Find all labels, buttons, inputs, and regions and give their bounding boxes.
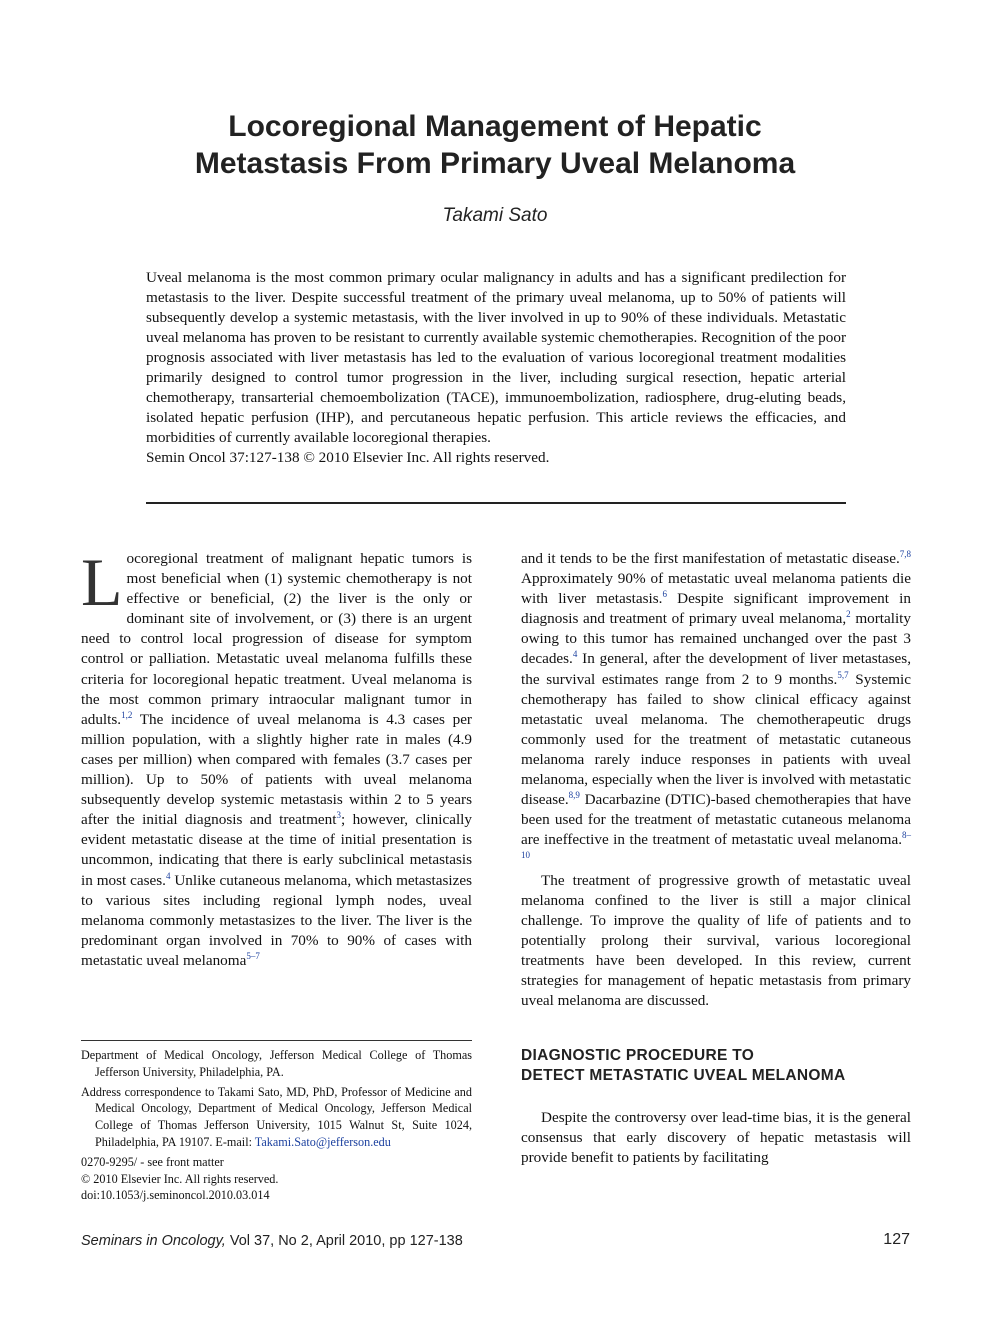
text-segment: and it tends to be the first manifestation of metastatic disease. [521,550,900,567]
reference-link[interactable]: 5,7 [837,669,849,680]
journal-name: Seminars in Oncology, [81,1233,226,1249]
intro-paragraph [81,544,472,971]
reference-link[interactable]: 7,8 [899,548,911,559]
text-segment: The incidence of uveal melanoma is 4.3 cases per million population, with a slightly higher rate in males (4.9 cases per million) when compared with females (3.7 cases per million). Up to 50% of patients with uveal melanoma subsequently develop systemic metastasis within 2 to 5 years after the initial diagnosis and treatment [81,710,472,829]
reference-link[interactable]: 8–10 [521,830,911,861]
article-title [0,108,990,182]
text-segment: Unlike cutaneous melanoma, which metastasizes to various sites including regional lymph nodes, uveal melanoma commonly metastasizes to the liver. The liver is the predominant organ involved in 70% to 90% of cases with metastatic uveal melanoma [81,871,472,969]
doi-note[interactable]: doi:10.1053/j.seminoncol.2010.03.014 [81,1188,270,1203]
text-segment: Systemic chemotherapy has failed to show clinical efficacy against metastatic uveal melanoma. The chemotherapeutic drugs commonly used for the treatment of metastatic cutaneous melanoma rarely induce responses in patients with uveal melanoma, especially when the liver is involved with metastatic disease. [521,670,911,809]
page-number: 127 [883,1231,910,1248]
text-segment: In general, after the development of liver metastases, the survival estimates range from 2 to 9 months. [521,650,911,688]
abstract-citation: Semin Oncol 37:127-138 © 2010 Elsevier Inc. All rights reserved. [146,449,550,466]
reference-link[interactable]: 5–7 [246,950,260,961]
journal-footer [81,1233,463,1249]
journal-details: Vol 37, No 2, April 2010, pp 127-138 [225,1233,463,1249]
reference-link[interactable]: 4 [165,870,171,881]
issn-note: 0270-9295/ - see front matter [81,1154,224,1169]
reference-link[interactable]: 3 [336,810,341,821]
reference-link[interactable]: 2 [846,609,851,620]
author-name: Takami Sato [442,205,548,226]
heading-line-1: DIAGNOSTIC PROCEDURE TO [521,1047,755,1065]
affiliation-note: Department of Medical Oncology, Jefferson Medical College of Thomas Jefferson University, Philadelphia, PA. [81,1048,472,1079]
heading-line-2: DETECT METASTATIC UVEAL MELANOMA [521,1067,846,1085]
title-line-1: Locoregional Management of Hepatic [228,110,762,143]
title-line-2: Metastasis From Primary Uveal Melanoma [194,147,796,180]
body-paragraph [521,549,911,871]
correspondence-text: Address correspondence to Takami Sato, MD, PhD, Professor of Medicine and Medical Oncology, Department of Medical Oncology, Jefferson Medical College of Thomas Jefferson University, 1015 Walnut St, Suite 1024, Philadelphia, PA 19107. E-mail: [81,1084,472,1149]
correspondence-note [81,1084,472,1151]
section-heading [521,1046,911,1086]
body-paragraph: The treatment of progressive growth of metastatic uveal melanoma confined to the liver is still a major clinical challenge. To improve the quality of life of patients and to potentially prolong their survival, various locoregional treatments have been developed. In this review, current strategies for management of hepatic metastasis from primary uveal melanoma are discussed. [521,871,911,1010]
text-segment: ocoregional treatment of malignant hepatic tumors is most beneficial when (1) systemic chemotherapy is not effective or beneficial, (2) the liver is the only or dominant site of involvement, or (3) there is an urgent need to control local progression of disease for symptom control or palliation. Metastatic uveal melanoma fulfills these criteria for locoregional hepatic treatment. Uveal melanoma is the most common primary intraocular malignant tumor in adults. [81,550,472,728]
abstract-divider [146,502,846,504]
abstract [146,268,846,468]
body-column-right [521,549,911,1168]
reference-link[interactable]: 6 [662,589,667,600]
copyright-note: © 2010 Elsevier Inc. All rights reserved. [81,1171,279,1186]
text-segment: Despite significant improvement in diagnosis and treatment of primary uveal melanoma, [521,590,911,628]
reference-link[interactable]: 8,9 [568,790,580,801]
body-column-left [81,544,472,971]
body-paragraph: Despite the controversy over lead-time bias, it is the general consensus that early discovery of hepatic metastasis will provide benefit to patients by facilitating [521,1109,911,1167]
reference-link[interactable]: 4 [572,649,578,660]
text-segment: mortality owing to this tumor has remained unchanged over the past 3 decades. [521,610,911,668]
text-segment: Dacarbazine (DTIC)-based chemotherapies that have been used for the treatment of metastatic cutaneous melanoma are ineffective in the treatment of metastatic uveal melanoma. [521,791,911,849]
reference-link[interactable]: 1,2 [121,709,133,720]
footnotes [81,1040,472,1204]
email-link[interactable]: Takami.Sato@jefferson.edu [254,1134,391,1149]
text-segment: Approximately 90% of metastatic uveal melanoma patients die with liver metastasis. [521,570,911,608]
abstract-text: Uveal melanoma is the most common primary ocular malignancy in adults and has a significant predilection for metastasis to the liver. Despite successful treatment of the primary uveal melanoma, up to 50% of patients will subsequently develop a systemic metastasis, with the liver involved in up to 90% of these individuals. Metastatic uveal melanoma has proven to be resistant to currently available systemic chemotherapies. Recognition of the poor prognosis associated with liver metastasis has led to the evaluation of various locoregional treatment modalities primarily designed to control tumor progression in the liver, including surgical resection, hepatic arterial chemotherapy, transarterial chemoembolization (TACE), immunoembolization, radiosphere, drug-eluting beads, isolated hepatic perfusion (IHP), and percutaneous hepatic perfusion. This article reviews the efficacies, and morbidities of currently available locoregional therapies. [146,269,846,446]
drop-cap: L [81,544,123,620]
text-segment: ; however, clinically evident metastatic disease at the time of initial presentation is uncommon, indicating that there is early subclinical metastasis in most cases. [81,811,472,889]
